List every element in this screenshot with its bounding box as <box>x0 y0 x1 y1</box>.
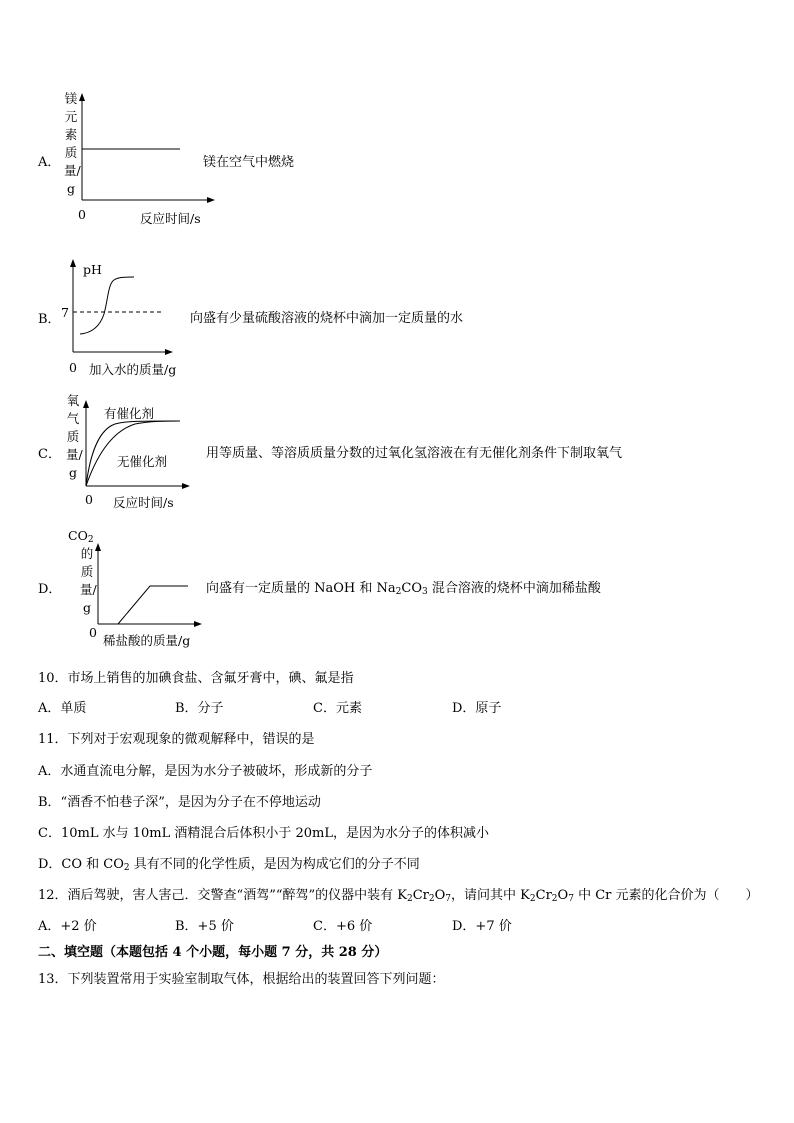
question-10-option-a: A．单质 <box>38 701 87 716</box>
graph-d-ylabel: 的质量/g <box>80 546 97 615</box>
graph-d-xlabel: 稀盐酸的质量/g <box>103 633 191 648</box>
question-12-option-a: A．+2 价 <box>38 919 97 934</box>
question-11-option-a: A．水通直流电分解，是因为水分子被破坏，形成新的分子 <box>38 764 373 779</box>
graph-b-description: 向盛有少量硫酸溶液的烧杯中滴加一定质量的水 <box>190 311 464 326</box>
question-11-option-b: B．“酒香不怕巷子深”，是因为分子在不停地运动 <box>38 795 321 810</box>
graph-b-xlabel: 加入水的质量/g <box>89 362 177 377</box>
question-12-option-d: D．+7 价 <box>452 919 512 934</box>
question-10-stem: 10．市场上销售的加碘食盐、含氟牙膏中，碘、氟是指 <box>38 671 354 686</box>
question-11-stem: 11．下列对于宏观现象的微观解释中，错误的是 <box>38 732 315 747</box>
graph-c-ylabel: 氧气质量/g <box>66 393 83 480</box>
question-10-option-d: D．原子 <box>452 701 502 716</box>
section-2-title: 二、填空题（本题包括 4 个小题，每小题 7 分，共 28 分） <box>38 945 388 960</box>
graph-b-origin: 0 <box>69 360 77 375</box>
graph-d-origin: 0 <box>89 625 97 640</box>
question-11-option-d: D．CO 和 $CO_2$ 具有不同的化学性质，是因为构成它们的分子不同 <box>38 857 420 873</box>
option-a-letter: A． <box>38 155 61 170</box>
question-12-option-b: B．+5 价 <box>175 919 234 934</box>
graph-d-ylabel-co2: $CO_2$ <box>68 528 94 545</box>
graph-c-xlabel: 反应时间/s <box>113 495 174 510</box>
graph-c-origin: 0 <box>85 492 93 507</box>
graph-d-description: 向盛有一定质量的 NaOH 和 $Na_2CO_3$ 混合溶液的烧杯中滴加稀盐酸 <box>206 581 601 597</box>
question-11-option-c: C．10mL 水与 10mL 酒精混合后体积小于 20mL，是因为水分子的体积减小 <box>38 826 489 841</box>
graph-c-description: 用等质量、等溶质质量分数的过氧化氢溶液在有无催化剂条件下制取氧气 <box>206 446 623 461</box>
graph-d-y-arrow <box>95 543 101 551</box>
option-c-letter: C． <box>38 447 61 462</box>
graph-d-curve <box>118 586 188 624</box>
graph-a-description: 镁在空气中燃烧 <box>203 155 295 170</box>
question-10-option-b: B．分子 <box>175 701 224 716</box>
graph-b-tick-7: 7 <box>61 305 69 320</box>
graph-c-curve1-label: 有催化剂 <box>104 406 155 421</box>
question-13-stem: 13．下列装置常用于实验室制取气体，根据给出的装置回答下列问题： <box>38 972 445 987</box>
question-12-option-c: C．+6 价 <box>313 919 373 934</box>
graph-a-ylabel: 镁元素质量/g <box>64 91 81 196</box>
graph-c-curve2-label: 无催化剂 <box>117 454 168 469</box>
graph-a-origin: 0 <box>78 207 86 222</box>
question-12-stem: 12．酒后驾驶，害人害己．交警查“酒驾”“醉驾”的仪器中装有 $K_2Cr_2O_7$，请问其中 $K_2Cr_2O_7$ 中 Cr 元素的化合价为（ ） <box>38 888 759 904</box>
option-d-letter: D． <box>38 582 62 597</box>
graph-b-ylabel: pH <box>83 262 102 277</box>
graph-d-x-arrow <box>194 621 202 627</box>
question-10-option-c: C．元素 <box>313 701 362 716</box>
graph-a-xlabel: 反应时间/s <box>140 211 201 226</box>
option-b-letter: B． <box>38 312 61 327</box>
